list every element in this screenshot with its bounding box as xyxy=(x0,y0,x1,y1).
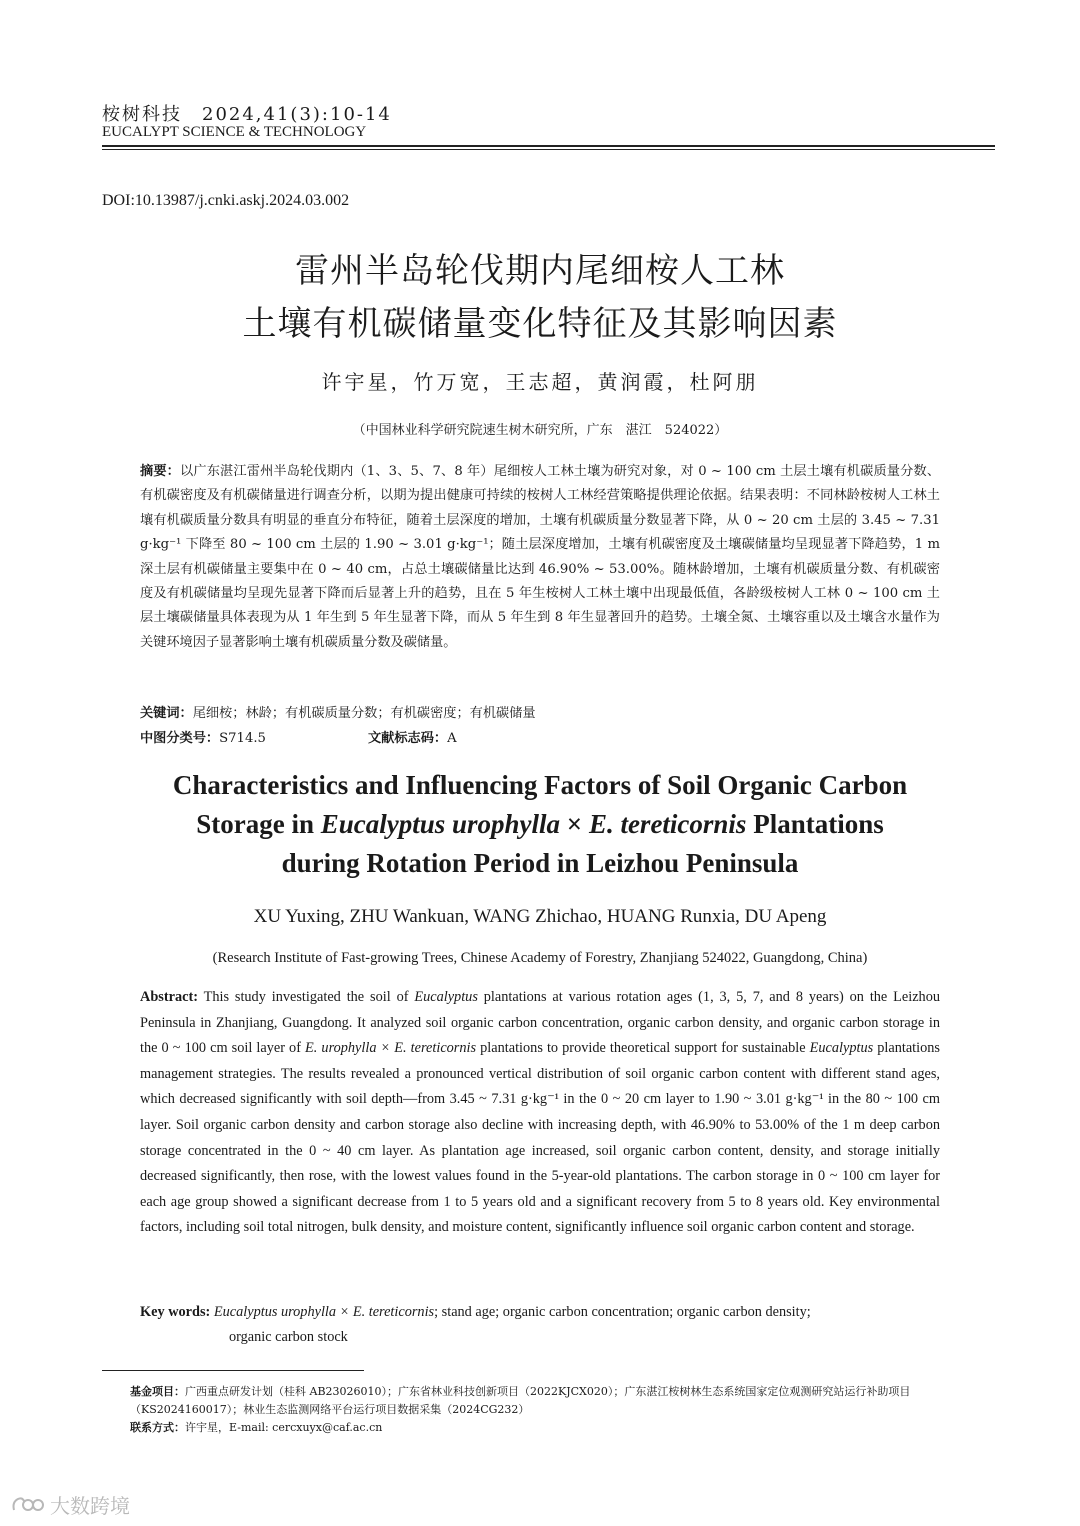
contact-label: 联系方式： xyxy=(130,1421,185,1434)
classification-cn-value: S714.5 xyxy=(219,731,266,746)
abstract-cn-label: 摘要： xyxy=(140,464,181,479)
abstract-en-italic3: Eucalyptus xyxy=(809,1040,874,1057)
title-en-line2 xyxy=(100,809,980,840)
abstract-cn xyxy=(140,460,940,655)
title-cn-line2: 土壤有机碳储量变化特征及其影响因素 xyxy=(242,304,838,344)
keywords-en-label: Key words: xyxy=(140,1304,211,1320)
funding-text: 广西重点研发计划（桂科 AB23026010）；广东省林业科技创新项目（2022KJCX020）；广东湛江桉树林生态系统国家定位观测研究站运行补助项目（KS2024160017）；林业生态监测网络平台运行项目数据采集（2024CG232） xyxy=(130,1385,911,1416)
keywords-en-line2: organic carbon stock xyxy=(229,1329,348,1345)
abstract-en-part3: plantations to provide theoretical support for sustainable xyxy=(476,1040,810,1057)
authors-en: XU Yuxing, ZHU Wankuan, WANG Zhichao, HUANG Runxia, DU Apeng xyxy=(253,906,827,927)
funding-label: 基金项目： xyxy=(130,1385,185,1398)
affiliation-cn: （中国林业科学研究院速生树木研究所，广东 湛江 524022） xyxy=(352,423,728,438)
title-en-species1: Eucalyptus urophylla xyxy=(320,809,561,839)
watermark-logo-icon xyxy=(10,1494,46,1516)
abstract-en-part2: plantations at various rotation ages (1, 3, 5, 7, and 8 years) on the Leizhou Peninsula in Zhanjiang, Guangdong. It analyzed soil organic carbon concentration, organic carbon density, and organic carbon storage in the 0 ~ 100 cm soil layer of xyxy=(140,989,940,1057)
title-cn-line1: 雷州半岛轮伐期内尾细桉人工林 xyxy=(295,251,785,291)
classification-cn-label: 中图分类号： xyxy=(140,731,220,746)
abstract-en-italic2: E. urophylla × E. tereticornis xyxy=(305,1040,477,1057)
keywords-en xyxy=(140,1300,940,1350)
journal-name-en: EUCALYPT SCIENCE & TECHNOLOGY xyxy=(102,124,367,140)
title-en-line2-post: Plantations xyxy=(746,809,884,839)
title-en-species2: E. tereticornis xyxy=(588,809,747,839)
watermark-text: 大数跨境 xyxy=(50,1494,130,1518)
header-rule-thick xyxy=(102,145,995,147)
keywords-en-rest: ; stand age; organic carbon concentration; organic carbon density; xyxy=(434,1304,811,1320)
doc-code-cn-label: 文献标志码： xyxy=(368,731,448,746)
authors-cn: 许宇星，竹万宽，王志超，黄润霞，杜阿朋 xyxy=(321,370,759,394)
doi: DOI:10.13987/j.cnki.askj.2024.03.002 xyxy=(102,192,350,209)
title-en-line1: Characteristics and Influencing Factors of Soil Organic Carbon xyxy=(172,770,908,800)
abstract-en-part1: This study investigated the soil of xyxy=(197,989,415,1005)
abstract-en-part4: plantations management strategies. The results revealed a pronounced vertical distribution of soil organic carbon content with different stand ages, which decreased significantly with soil depth—from 3.45 ~ 7.31 g·kg⁻¹ in the 0 ~ 20 cm layer to 1.90 ~ 3.01 g·kg⁻¹ in the 80 ~ 100 cm layer. Soil organic carbon density and carbon storage also decline with increasing depth, with 46.90% to 53.00% of the 1 m deep carbon storage concentrated in the 0 ~ 40 cm layer. As plantation age increased, soil organic carbon content, density, and storage initially decreased significantly, then rose, with the lowest values found in the 5-year-old plantations. The carbon storage in 0 ~ 100 cm layer for each age group showed a significant decrease from 1 to 5 years old and a significant recovery from 5 to 8 years old. Key environmental factors, including soil total nitrogen, bulk density, and moisture content, significantly influence soil organic carbon content and storage. xyxy=(140,1040,940,1236)
keywords-cn-text: 尾细桉；林龄；有机碳质量分数；有机碳密度；有机碳储量 xyxy=(192,706,536,721)
title-en-line3: during Rotation Period in Leizhou Peninsula xyxy=(281,848,799,878)
abstract-en xyxy=(140,985,940,1241)
contact-note xyxy=(130,1419,960,1437)
doc-code-cn xyxy=(368,727,457,746)
abstract-en-italic1: Eucalyptus xyxy=(414,989,478,1005)
keywords-cn-label: 关键词： xyxy=(140,706,193,721)
affiliation-en: (Research Institute of Fast-growing Trees, Chinese Academy of Forestry, Zhanjiang 524022, Guangdong, China) xyxy=(212,950,868,966)
contact-text: 许宇星，E-mail: cercxuyx@caf.ac.cn xyxy=(185,1421,383,1434)
doc-code-cn-value: A xyxy=(447,731,457,746)
classification-cn xyxy=(140,727,266,746)
funding-note xyxy=(130,1383,960,1419)
title-en-cross: × xyxy=(560,809,589,839)
abstract-en-label: Abstract: xyxy=(140,989,198,1005)
header-rule-thin xyxy=(102,149,995,150)
footnote-rule xyxy=(102,1370,364,1371)
watermark xyxy=(10,1490,130,1519)
keywords-cn xyxy=(140,702,536,721)
abstract-cn-text: 以广东湛江雷州半岛轮伐期内（1、3、5、7、8 年）尾细桉人工林土壤为研究对象，对 0 ~ 100 cm 土层土壤有机碳质量分数、有机碳密度及有机碳储量进行调查分析，以期为提出健康可持续的桉树人工林经营策略提供理论依据。结果表明：不同林龄桉树人工林土壤有机碳质量分数具有明显的垂直分布特征，随着土层深度的增加，土壤有机碳质量分数显著下降，从 0 ~ 20 cm 土层的 3.45 ~ 7.31 g·kg⁻¹ 下降至 80 ~ 100 cm 土层的 1.90 ~ 3.01 g·kg⁻¹；随土层深度增加，土壤有机碳密度及土壤碳储量均呈现显著下降趋势，1 m 深土层有机碳储量主要集中在 0 ~ 40 cm，占总土壤碳储量比达到 46.90% ~ 53.00%。随林龄增加，土壤有机碳质量分数、有机碳密度及有机碳储量均呈现先显著下降而后显著上升的趋势，且在 5 年生桉树人工林土壤中出现最低值，各龄级桉树人工林 0 ~ 100 cm 土层土壤碳储量具体表现为从 1 年生到 5 年生显著下降，而从 5 年生到 8 年生显著回升的趋势。土壤全氮、土壤容重以及土壤含水量作为关键环境因子显著影响土壤有机碳质量分数及碳储量。 xyxy=(140,464,941,650)
journal-name-cn: 桉树科技 2024,41(3):10-14 xyxy=(102,104,392,125)
keywords-en-species: Eucalyptus urophylla × E. tereticornis xyxy=(213,1304,435,1320)
title-en-line2-pre: Storage in xyxy=(196,809,321,839)
